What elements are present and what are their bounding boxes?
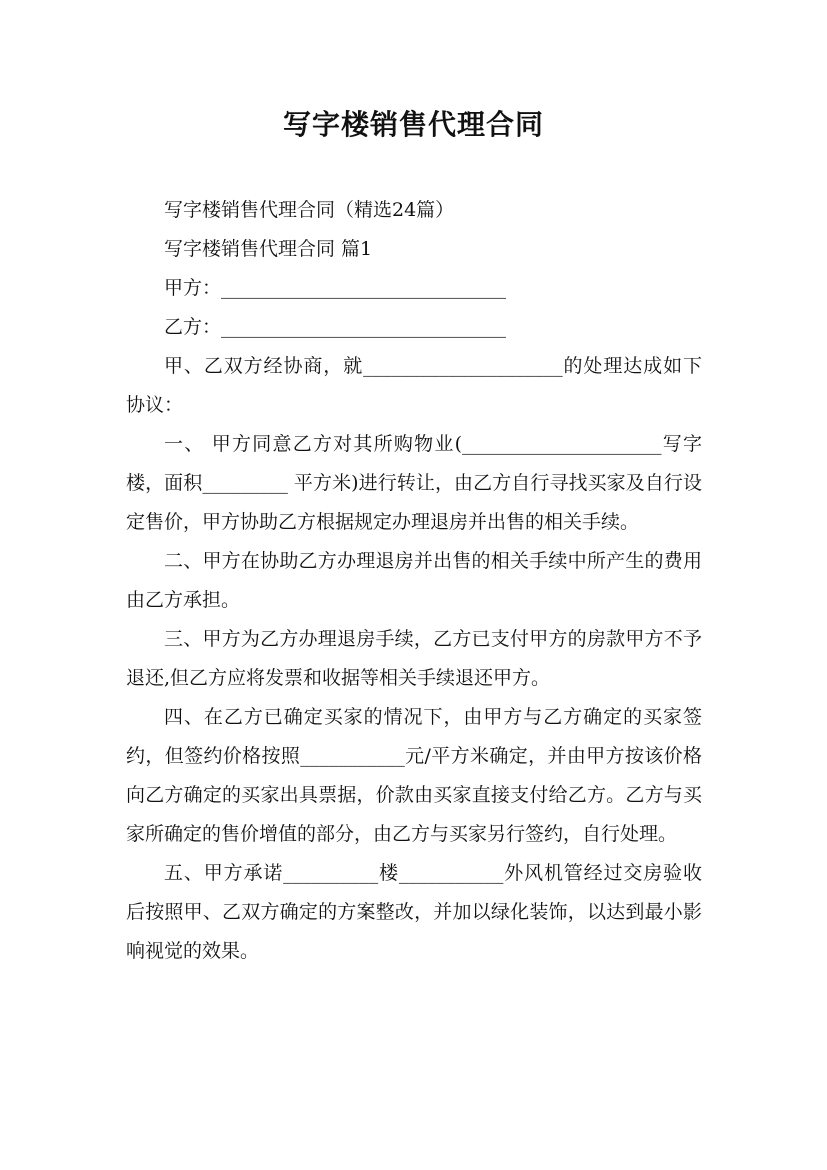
document-body bbox=[126, 191, 702, 971]
clause-2: 二、甲方在协助乙方办理退房并出售的相关手续中所产生的费用由乙方承担。 bbox=[126, 550, 702, 611]
subtitle: 写字楼销售代理合同（精选24篇） bbox=[164, 199, 455, 221]
party-b-line: 乙方：______________________________ bbox=[164, 316, 507, 338]
clause-4: 四、在乙方已确定买家的情况下，由甲方与乙方确定的买家签约，但签约价格按照___________元/平方米确定，并由甲方按该价格向乙方确定的买家出具票据，价款由买家直接支付给乙方。乙方与买家所确定的售价增值的部分，由乙方与买家另行签约，自行处理。 bbox=[126, 706, 702, 845]
document-title: 写字楼销售代理合同 bbox=[282, 108, 544, 141]
section-heading: 写字楼销售代理合同 篇1 bbox=[164, 238, 373, 260]
paragraph-intro: 甲、乙双方经协商，就_____________________的处理达成如下协议： bbox=[126, 355, 702, 416]
clause-1: 一、 甲方同意乙方对其所购物业(_____________________写字楼，面积_________ 平方米)进行转让，由乙方自行寻找买家及自行设定售价，甲方协助乙方根据规定办理退房并出售的相关手续。 bbox=[126, 433, 702, 533]
clause-5: 五、甲方承诺__________楼___________外风机管经过交房验收后按照甲、乙双方确定的方案整改，并加以绿化装饰，以达到最小影响视觉的效果。 bbox=[126, 862, 702, 962]
clause-3: 三、甲方为乙方办理退房手续，乙方已支付甲方的房款甲方不予退还,但乙方应将发票和收据等相关手续退还甲方。 bbox=[126, 628, 702, 689]
party-a-line: 甲方：______________________________ bbox=[164, 277, 507, 299]
